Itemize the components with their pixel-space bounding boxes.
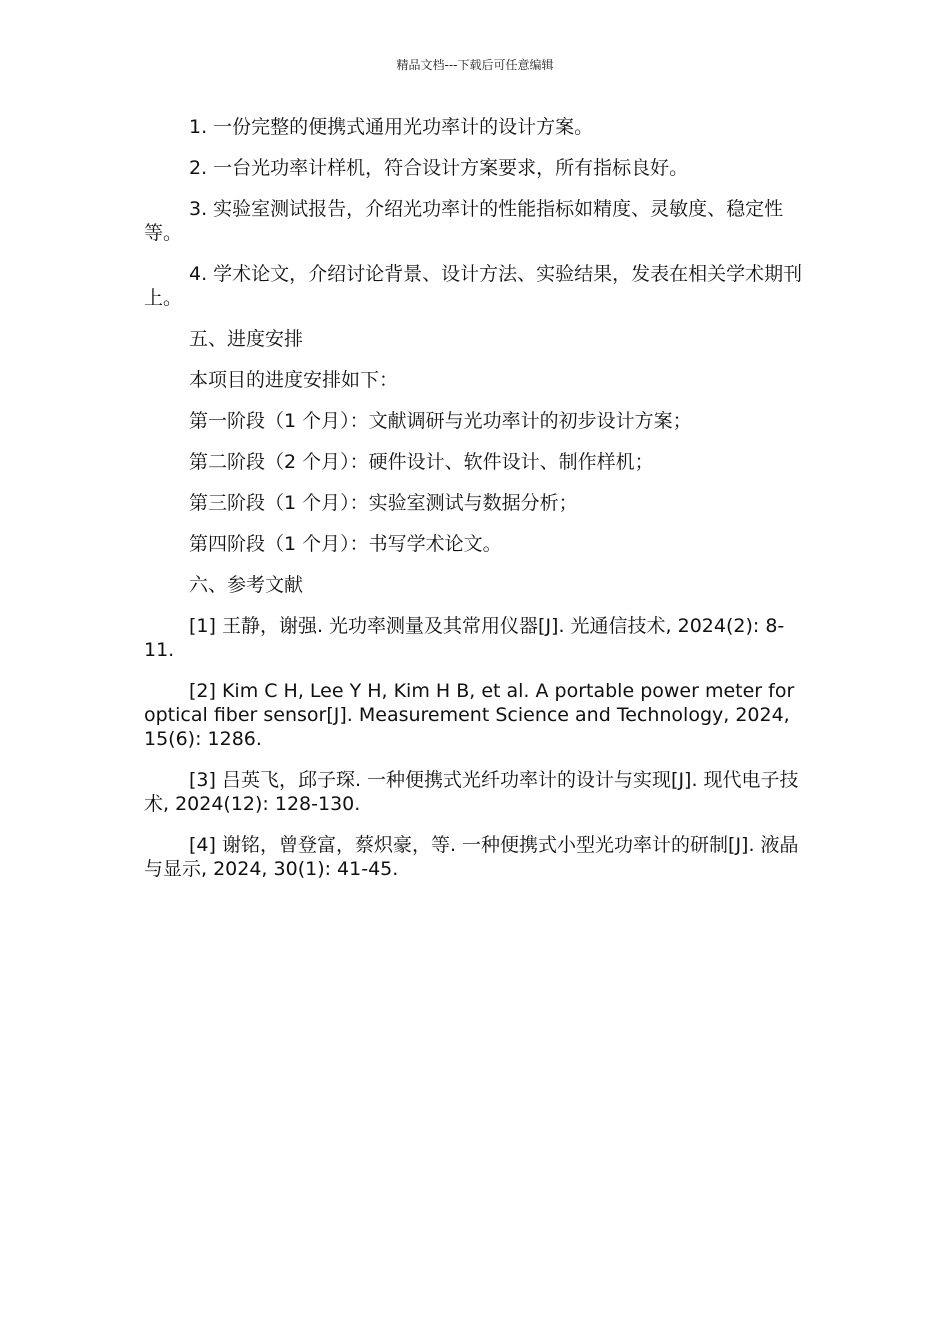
document-body bbox=[144, 115, 812, 898]
reference-1: [1] 王静，谢强. 光功率测量及其常用仪器[J]. 光通信技术, 2024(2): 8-11. bbox=[144, 615, 785, 661]
schedule-phase-2: 第二阶段（2 个月）：硬件设计、软件设计、制作样机； bbox=[189, 451, 654, 473]
reference-4: [4] 谢铭，曾登富，蔡炽豪，等. 一种便携式小型光功率计的研制[J]. 液晶与显示, 2024, 30(1): 41-45. bbox=[144, 834, 799, 880]
reference-3: [3] 吕英飞，邱子琛. 一种便携式光纤功率计的设计与实现[J]. 现代电子技术, 2024(12): 128-130. bbox=[144, 769, 799, 815]
deliverable-1: 1. 一份完整的便携式通用光功率计的设计方案。 bbox=[189, 116, 594, 138]
schedule-phase-3: 第三阶段（1 个月）：实验室测试与数据分析； bbox=[189, 492, 578, 514]
schedule-phase-1: 第一阶段（1 个月）：文献调研与光功率计的初步设计方案； bbox=[189, 410, 692, 432]
section-heading-schedule: 五、进度安排 bbox=[189, 328, 304, 350]
schedule-intro: 本项目的进度安排如下： bbox=[189, 369, 399, 391]
deliverable-4: 4. 学术论文，介绍讨论背景、设计方法、实验结果，发表在相关学术期刊上。 bbox=[144, 263, 803, 309]
reference-2: [2] Kim C H, Lee Y H, Kim H B, et al. A portable power meter for optical fiber sensor[J]. Measurement Science and Technology, 2024, 15(6): 1286. bbox=[144, 680, 795, 750]
section-heading-references: 六、参考文献 bbox=[189, 574, 304, 596]
schedule-phase-4: 第四阶段（1 个月）：书写学术论文。 bbox=[189, 533, 502, 555]
deliverable-2: 2. 一台光功率计样机，符合设计方案要求，所有指标良好。 bbox=[189, 157, 689, 179]
deliverable-3: 3. 实验室测试报告，介绍光功率计的性能指标如精度、灵敏度、稳定性等。 bbox=[144, 198, 784, 244]
page-header: 精品文档---下载后可任意编辑 bbox=[396, 58, 554, 72]
